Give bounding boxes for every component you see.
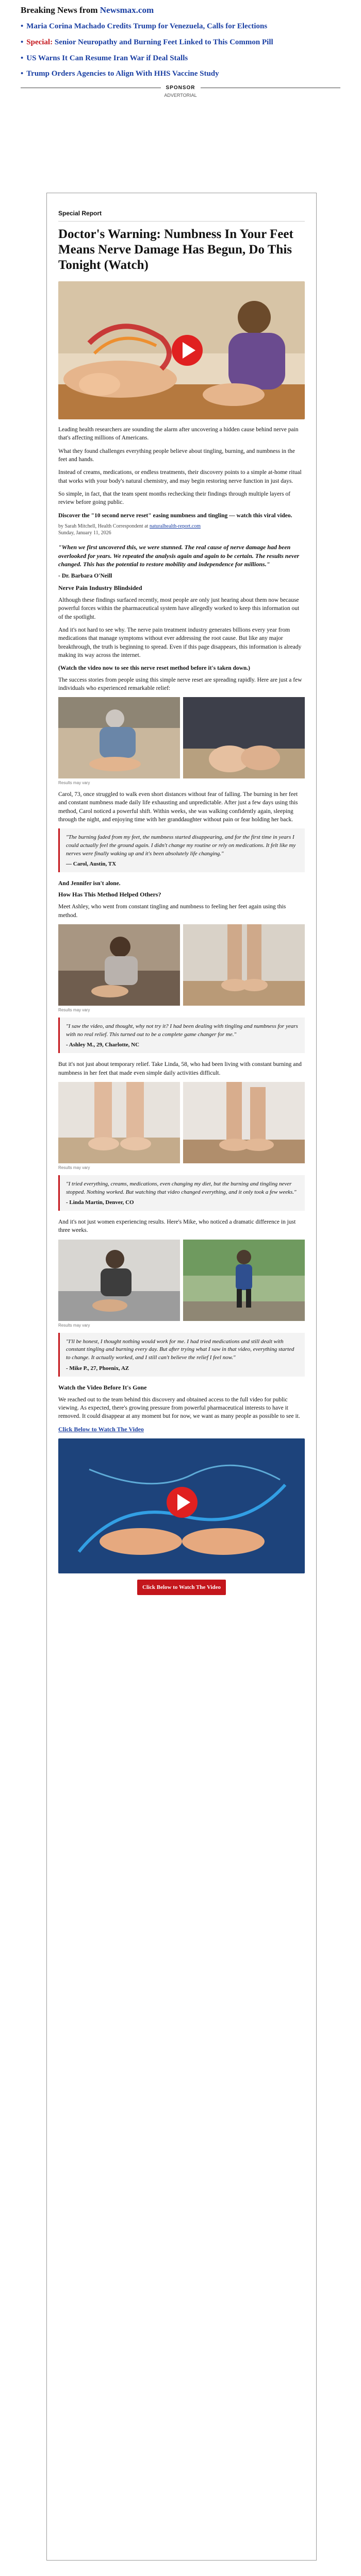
advertorial-label: ADVERTORIAL (164, 93, 197, 98)
paragraph: And it's not hard to see why. The nerve pain treatment industry generates billions every year from medications that manage symptoms without ever addressing the root cause. But like any major breakthrough, the truth is beginning to spread. Even if this page disappears, this information is already making its way across the internet. (58, 627, 302, 659)
results-note: Results may vary (58, 1165, 90, 1170)
article-headline[interactable]: Doctor's Warning: Numbness In Your Feet Means Nerve Damage Has Begun, Do This Tonight (Watch) (58, 227, 293, 272)
bullet-icon: • (21, 54, 24, 62)
results-note: Results may vary (58, 781, 90, 786)
bullet-icon: • (21, 38, 24, 46)
photo-feet-closeup (183, 697, 305, 778)
photo-feet-stepping (183, 1082, 305, 1163)
testimonial-photo-row (58, 1240, 305, 1321)
testimonial-text: "I tried everything, creams, medications, even changing my diet, but the burning and tingling never stopped. Nothing worked. But watching that video changed everything, and it only took a few weeks." (66, 1180, 297, 1195)
paragraph: And it's not just women experiencing results. Here's Mike, who noticed a dramatic difference in just three weeks. (58, 1219, 296, 1234)
testimonial-text: "I saw the video, and thought, why not try it? I had been dealing with tingling and numbness for years with no real relief. This turned out to be a complete game changer for me." (66, 1023, 298, 1038)
watch-callout[interactable]: (Watch the video now to see this nerve reset method before it's taken down.) (58, 665, 251, 672)
photo-man-running (183, 1240, 305, 1321)
discover-callout[interactable]: Discover the "10 second nerve reset" easing numbness and tingling — watch this viral video. (58, 512, 292, 519)
sponsor-divider (21, 85, 340, 91)
quote-signature: - Dr. Barbara O'Neill (58, 573, 112, 580)
testimonial-author: - Ashley M., 29, Charlotte, NC (66, 1042, 140, 1048)
paragraph: Carol, 73, once struggled to walk even short distances without fear of falling. The burning in her feet and constant numbness made daily life exhausting and unpredictable. After just a few days using this method, Carol noticed a powerful shift. Within weeks, she was walking confidently again, sleeping through the night, and enjoying time with her granddaughter without pain or fear holding her back. (58, 791, 298, 823)
paragraph: Instead of creams, medications, or endless treatments, their discovery points to a simple at-home ritual that works with your body's natural chemistry, and may begin restoring nerve function in just days. (58, 469, 302, 484)
section-heading: Nerve Pain Industry Blindsided (58, 584, 142, 592)
testimonial-card (58, 1333, 305, 1377)
testimonial-photo-row (58, 1082, 305, 1163)
page-title (21, 5, 340, 15)
section-heading: How Has This Method Helped Others? (58, 891, 161, 899)
title-prefix: Breaking News from (21, 5, 98, 15)
video-illustration (58, 1438, 305, 1573)
sponsor-label: SPONSOR (166, 85, 195, 91)
bullet-icon: • (21, 70, 24, 78)
testimonial-photo-row (58, 924, 305, 1006)
byline-site-link[interactable]: naturalhealth-report.com (149, 523, 201, 529)
photo-man-sitting (58, 1240, 180, 1321)
paragraph: The success stories from people using this simple nerve reset are spreading rapidly. Here are just a few individuals who experienced remarkable relief: (58, 676, 302, 691)
news-link[interactable]: Special: Senior Neuropathy and Burning Feet Linked to This Common Pill (26, 38, 273, 46)
testimonial-author: — Carol, Austin, TX (66, 861, 117, 868)
news-link[interactable]: Maria Corina Machado Credits Trump for Venezuela, Calls for Elections (26, 22, 268, 30)
brand-link[interactable]: Newsmax.com (100, 5, 154, 15)
testimonial-text: "The burning faded from my feet, the numbness started disappearing, and for the first time in years I could actually feel the ground again. I didn't change my routine or rely on medications. It felt like my nerves were finally waking up and it's been absolutely life changing." (66, 834, 296, 857)
video-thumbnail[interactable] (58, 1438, 305, 1573)
paragraph: Although these findings surfaced recently, most people are only just hearing about them now because powerful forces within the pharmaceutical system have allegedly worked to keep this information out of the spotlight. (58, 597, 300, 620)
divider-line (58, 221, 305, 222)
doctor-quote: "When we first uncovered this, we were stunned. The real cause of nerve damage had been overlooked for years. We repeated the analysis again and again to be certain. The results never changed. This has the potential to restore mobility and independence for millions." (58, 543, 300, 568)
testimonial-text: "I'll be honest, I thought nothing would work for me. I had tried medications and still dealt with constant tingling and burning every day. But after trying what I saw in that video, everything started to change. It actually worked, and I still can't believe the relief I feel now." (66, 1338, 294, 1361)
hero-illustration (58, 281, 305, 419)
paragraph: Leading health researchers are sounding the alarm after uncovering a hidden cause behind nerve pain that's affecting millions of Americans. (58, 427, 299, 442)
testimonial-author: - Mike P., 27, Phoenix, AZ (66, 1365, 129, 1371)
byline: by Sarah Mitchell, Health Correspondent at naturalhealth-report.com Sunday, January 11, 2026 (58, 523, 201, 536)
kicker-label: Special Report (58, 210, 102, 217)
hero-video-thumbnail[interactable] (58, 281, 305, 419)
byline-date: Sunday, January 11, 2026 (58, 530, 111, 536)
watch-video-link[interactable]: Click Below to Watch The Video (58, 1425, 144, 1433)
photo-woman-feet (58, 697, 180, 778)
paragraph: Meet Ashley, who went from constant tingling and numbness to feeling her feet again using this method. (58, 904, 286, 919)
testimonial-card (58, 828, 305, 872)
testimonial-photo-row (58, 697, 305, 778)
paragraph: We reached out to the team behind this discovery and obtained access to the full video for public viewing. As expected, there's growing pressure from powerful pharmaceutical interests to have it removed. It could disappear at any moment but for now, we want as many people as possible to see it. (58, 1396, 300, 1420)
news-link[interactable]: US Warns It Can Resume Iran War if Deal Stalls (26, 54, 188, 62)
news-item[interactable] (21, 69, 340, 79)
news-item[interactable] (21, 22, 340, 31)
photo-woman-couch (58, 924, 180, 1006)
bullet-icon: • (21, 22, 24, 30)
news-link[interactable]: Trump Orders Agencies to Align With HHS Vaccine Study (26, 70, 219, 78)
photo-feet-pair (58, 1082, 180, 1163)
paragraph: But it's not just about temporary relief. Take Linda, 58, who had been living with constant burning and numbness in her feet that made even simple daily activities difficult. (58, 1061, 302, 1076)
results-note: Results may vary (58, 1323, 90, 1328)
paragraph: What they found challenges everything people believe about tingling, burning, and numbness in the feet and hands. (58, 448, 295, 463)
news-item[interactable] (21, 54, 340, 63)
testimonial-author: - Linda Martin, Denver, CO (66, 1199, 134, 1206)
news-item[interactable] (21, 38, 340, 47)
photo-feet-on-floor (183, 924, 305, 1006)
special-label: Special: (26, 38, 53, 46)
breaking-news-section (0, 0, 361, 79)
results-note: Results may vary (58, 1008, 90, 1013)
paragraph: So simple, in fact, that the team spent months rechecking their findings through multiple layers of review before going public. (58, 490, 290, 506)
testimonial-card (58, 1175, 305, 1211)
paragraph: And Jennifer isn't alone. (58, 880, 121, 887)
advertorial-box (46, 193, 317, 2561)
watch-video-button[interactable]: Click Below to Watch The Video (137, 1580, 226, 1595)
section-heading: Watch the Video Before It's Gone (58, 1383, 147, 1391)
testimonial-card (58, 1018, 305, 1053)
